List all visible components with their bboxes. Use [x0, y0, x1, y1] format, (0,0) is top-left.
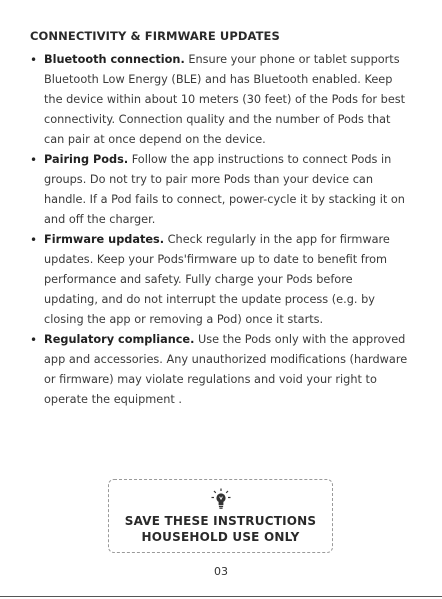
list-item: [30, 50, 408, 150]
notice-save-instructions: SAVE THESE INSTRUCTIONS: [124, 514, 317, 528]
bullet-text: Ensure your phone or tablet supports Bluetooth Low Energy (BLE) and has Bluetooth enabled. Keep the device within about 10 meters (30 feet) of the Pods for best connectivity. Connection quality and the number of Pods that can pair at once depend on the device.: [44, 53, 406, 146]
list-item: [30, 330, 408, 410]
save-instructions-notice: [108, 479, 333, 553]
bullet-text: Follow the app instructions to connect Pods in groups. Do not try to pair more Pods than your device can handle. If a Pod fails to connect, power-cycle it by stacking it on and off the charger.: [44, 153, 405, 226]
bullet-icon: •: [30, 53, 38, 67]
notice-household-use: HOUSEHOLD USE ONLY: [141, 530, 300, 544]
bullet-text: Use the Pods only with the approved app and accessories. Any unauthorized modifications (hardware or firmware) may violate regulations and void your right to operate the equipment .: [44, 333, 408, 406]
bullet-icon: •: [30, 233, 38, 247]
bullet-title: Firmware updates.: [44, 233, 165, 246]
list-item: [30, 150, 408, 230]
bullet-icon: •: [30, 333, 38, 347]
page-number: 03: [214, 565, 228, 578]
lightbulb-icon: [211, 488, 231, 510]
instruction-list: [30, 50, 408, 410]
bullet-title: Regulatory compliance.: [44, 333, 195, 346]
bullet-icon: •: [30, 153, 38, 167]
list-item: [30, 230, 408, 330]
bullet-title: Bluetooth connection.: [44, 53, 185, 66]
footer-divider: [0, 596, 442, 597]
bullet-text: Check regularly in the app for firmware updates. Keep your Pods'firmware up to date to benefit from performance and safety. Fully charge your Pods before updating, and do not interrupt the update process (e.g. by closing the app or removing a Pod) once it starts.: [44, 233, 390, 326]
bullet-title: Pairing Pods.: [44, 153, 129, 166]
section-heading: CONNECTIVITY & FIRMWARE UPDATES: [30, 29, 280, 43]
